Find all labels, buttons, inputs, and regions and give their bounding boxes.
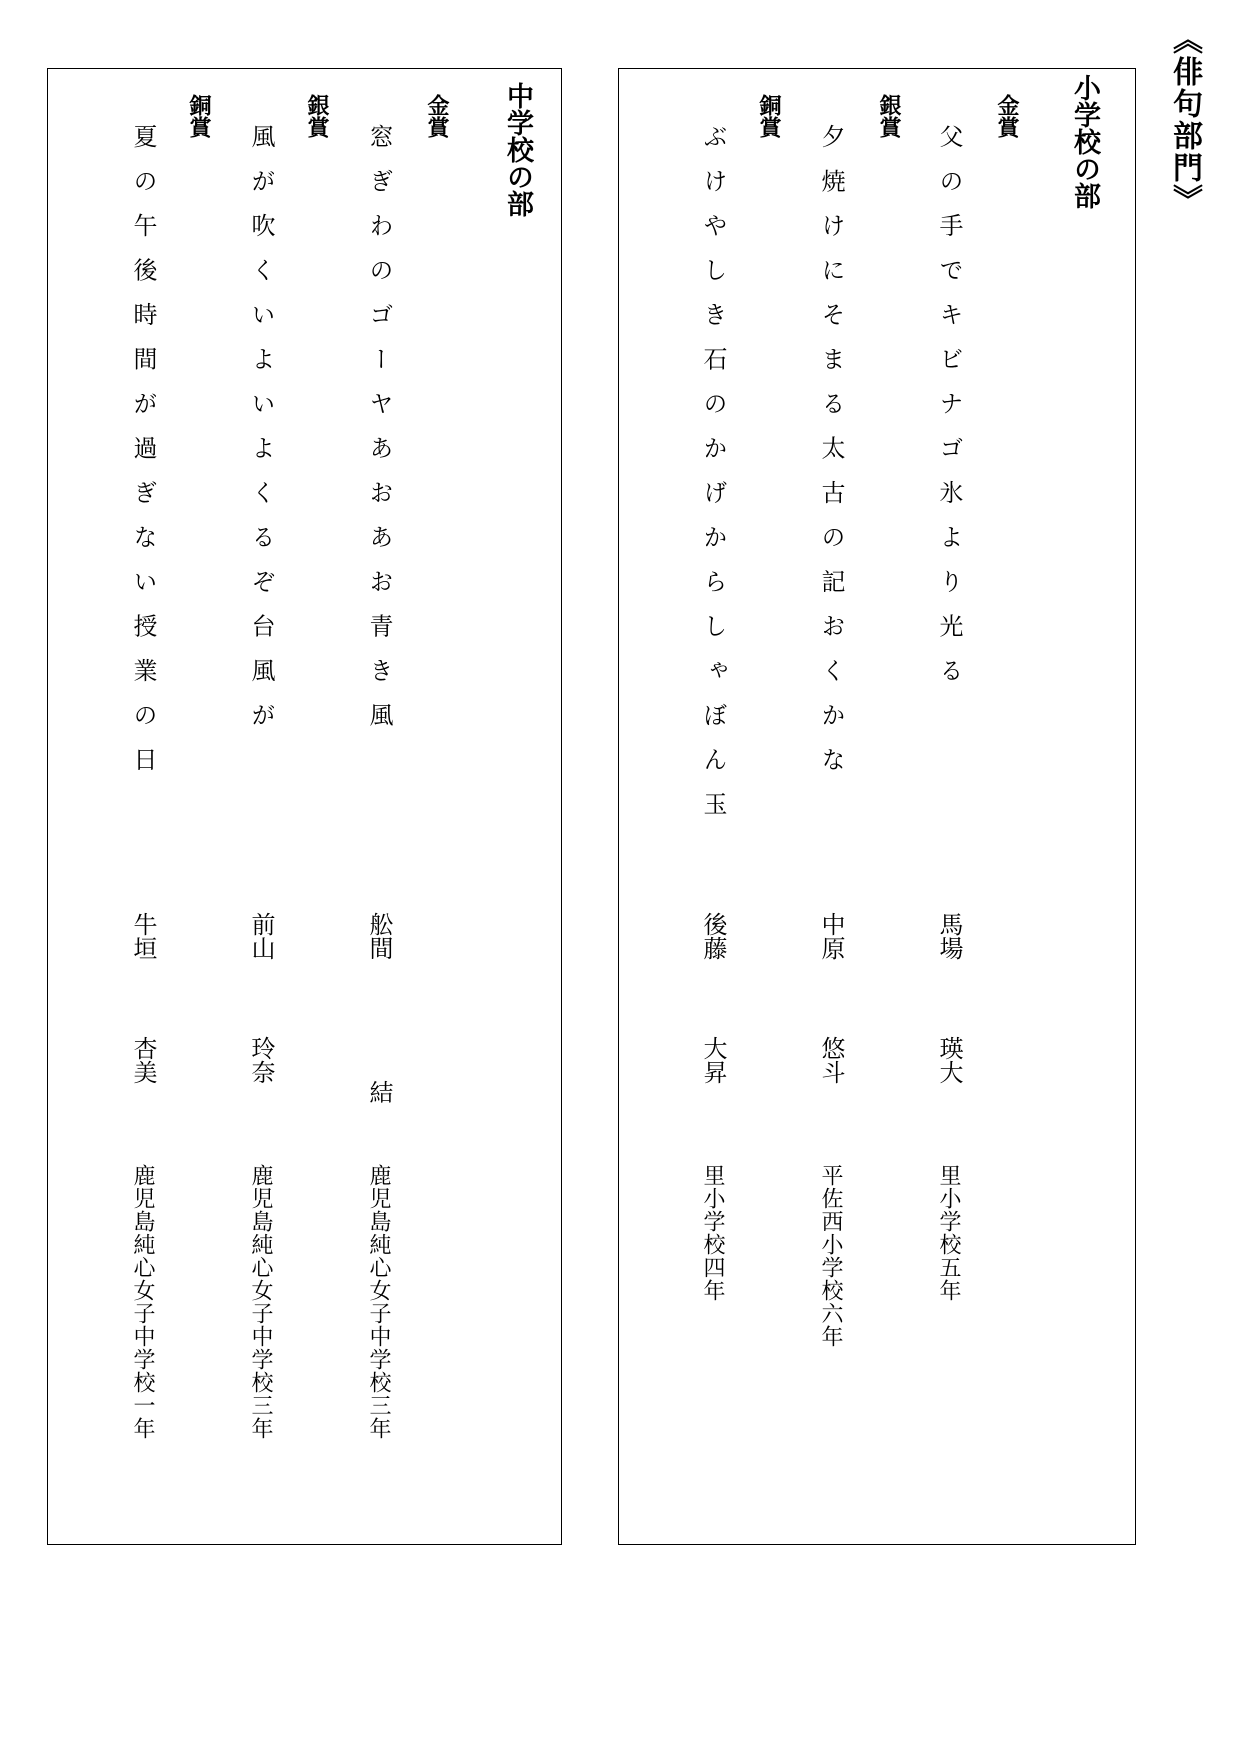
elementary-gold-school: 里小学校五年 — [936, 1164, 961, 1302]
elementary-gold-award: 金賞 — [994, 94, 1020, 138]
junior-high-heading: 中学校の部 — [502, 82, 533, 217]
junior-high-gold-family-name: 舩間 — [365, 912, 393, 960]
junior-high-gold-haiku: 窓ぎわのゴーヤあおあお青き風 — [365, 124, 393, 747]
elementary-heading: 小学校の部 — [1069, 74, 1100, 209]
elementary-bronze-school: 里小学校四年 — [700, 1164, 725, 1302]
elementary-bronze-family-name: 後藤 — [699, 912, 727, 960]
junior-high-silver-haiku: 風が吹くいよいよくるぞ台風が — [247, 124, 275, 747]
elementary-silver-haiku: 夕焼けにそまる太古の記おくかな — [817, 124, 845, 792]
junior-high-silver-award: 銀賞 — [304, 94, 330, 138]
junior-high-bronze-given-name: 杏美 — [129, 1036, 157, 1084]
elementary-bronze-given-name: 大昇 — [699, 1036, 727, 1084]
elementary-silver-given-name: 悠斗 — [817, 1036, 845, 1084]
junior-high-panel — [47, 68, 562, 1545]
junior-high-silver-school: 鹿児島純心女子中学校三年 — [248, 1164, 273, 1440]
junior-high-gold-given-name: 結 — [365, 1080, 393, 1104]
elementary-gold-haiku: 父の手でキビナゴ氷より光る — [935, 124, 963, 703]
junior-high-bronze-haiku: 夏の午後時間が過ぎない授業の日 — [129, 124, 157, 792]
elementary-bronze-haiku: ぶけやしき石のかげからしゃぼん玉 — [699, 124, 727, 836]
junior-high-silver-given-name: 玲奈 — [247, 1036, 275, 1084]
elementary-silver-school: 平佐西小学校六年 — [818, 1164, 843, 1348]
junior-high-gold-school: 鹿児島純心女子中学校三年 — [366, 1164, 391, 1440]
page-title: 《俳句部門》 — [1167, 24, 1202, 216]
junior-high-bronze-family-name: 牛垣 — [129, 912, 157, 960]
elementary-bronze-award: 銅賞 — [756, 94, 782, 138]
junior-high-bronze-school: 鹿児島純心女子中学校一年 — [130, 1164, 155, 1440]
elementary-gold-family-name: 馬場 — [935, 912, 963, 960]
elementary-silver-family-name: 中原 — [817, 912, 845, 960]
junior-high-gold-award: 金賞 — [424, 94, 450, 138]
elementary-gold-given-name: 瑛大 — [935, 1036, 963, 1084]
junior-high-silver-family-name: 前山 — [247, 912, 275, 960]
junior-high-bronze-award: 銅賞 — [186, 94, 212, 138]
elementary-silver-award: 銀賞 — [876, 94, 902, 138]
